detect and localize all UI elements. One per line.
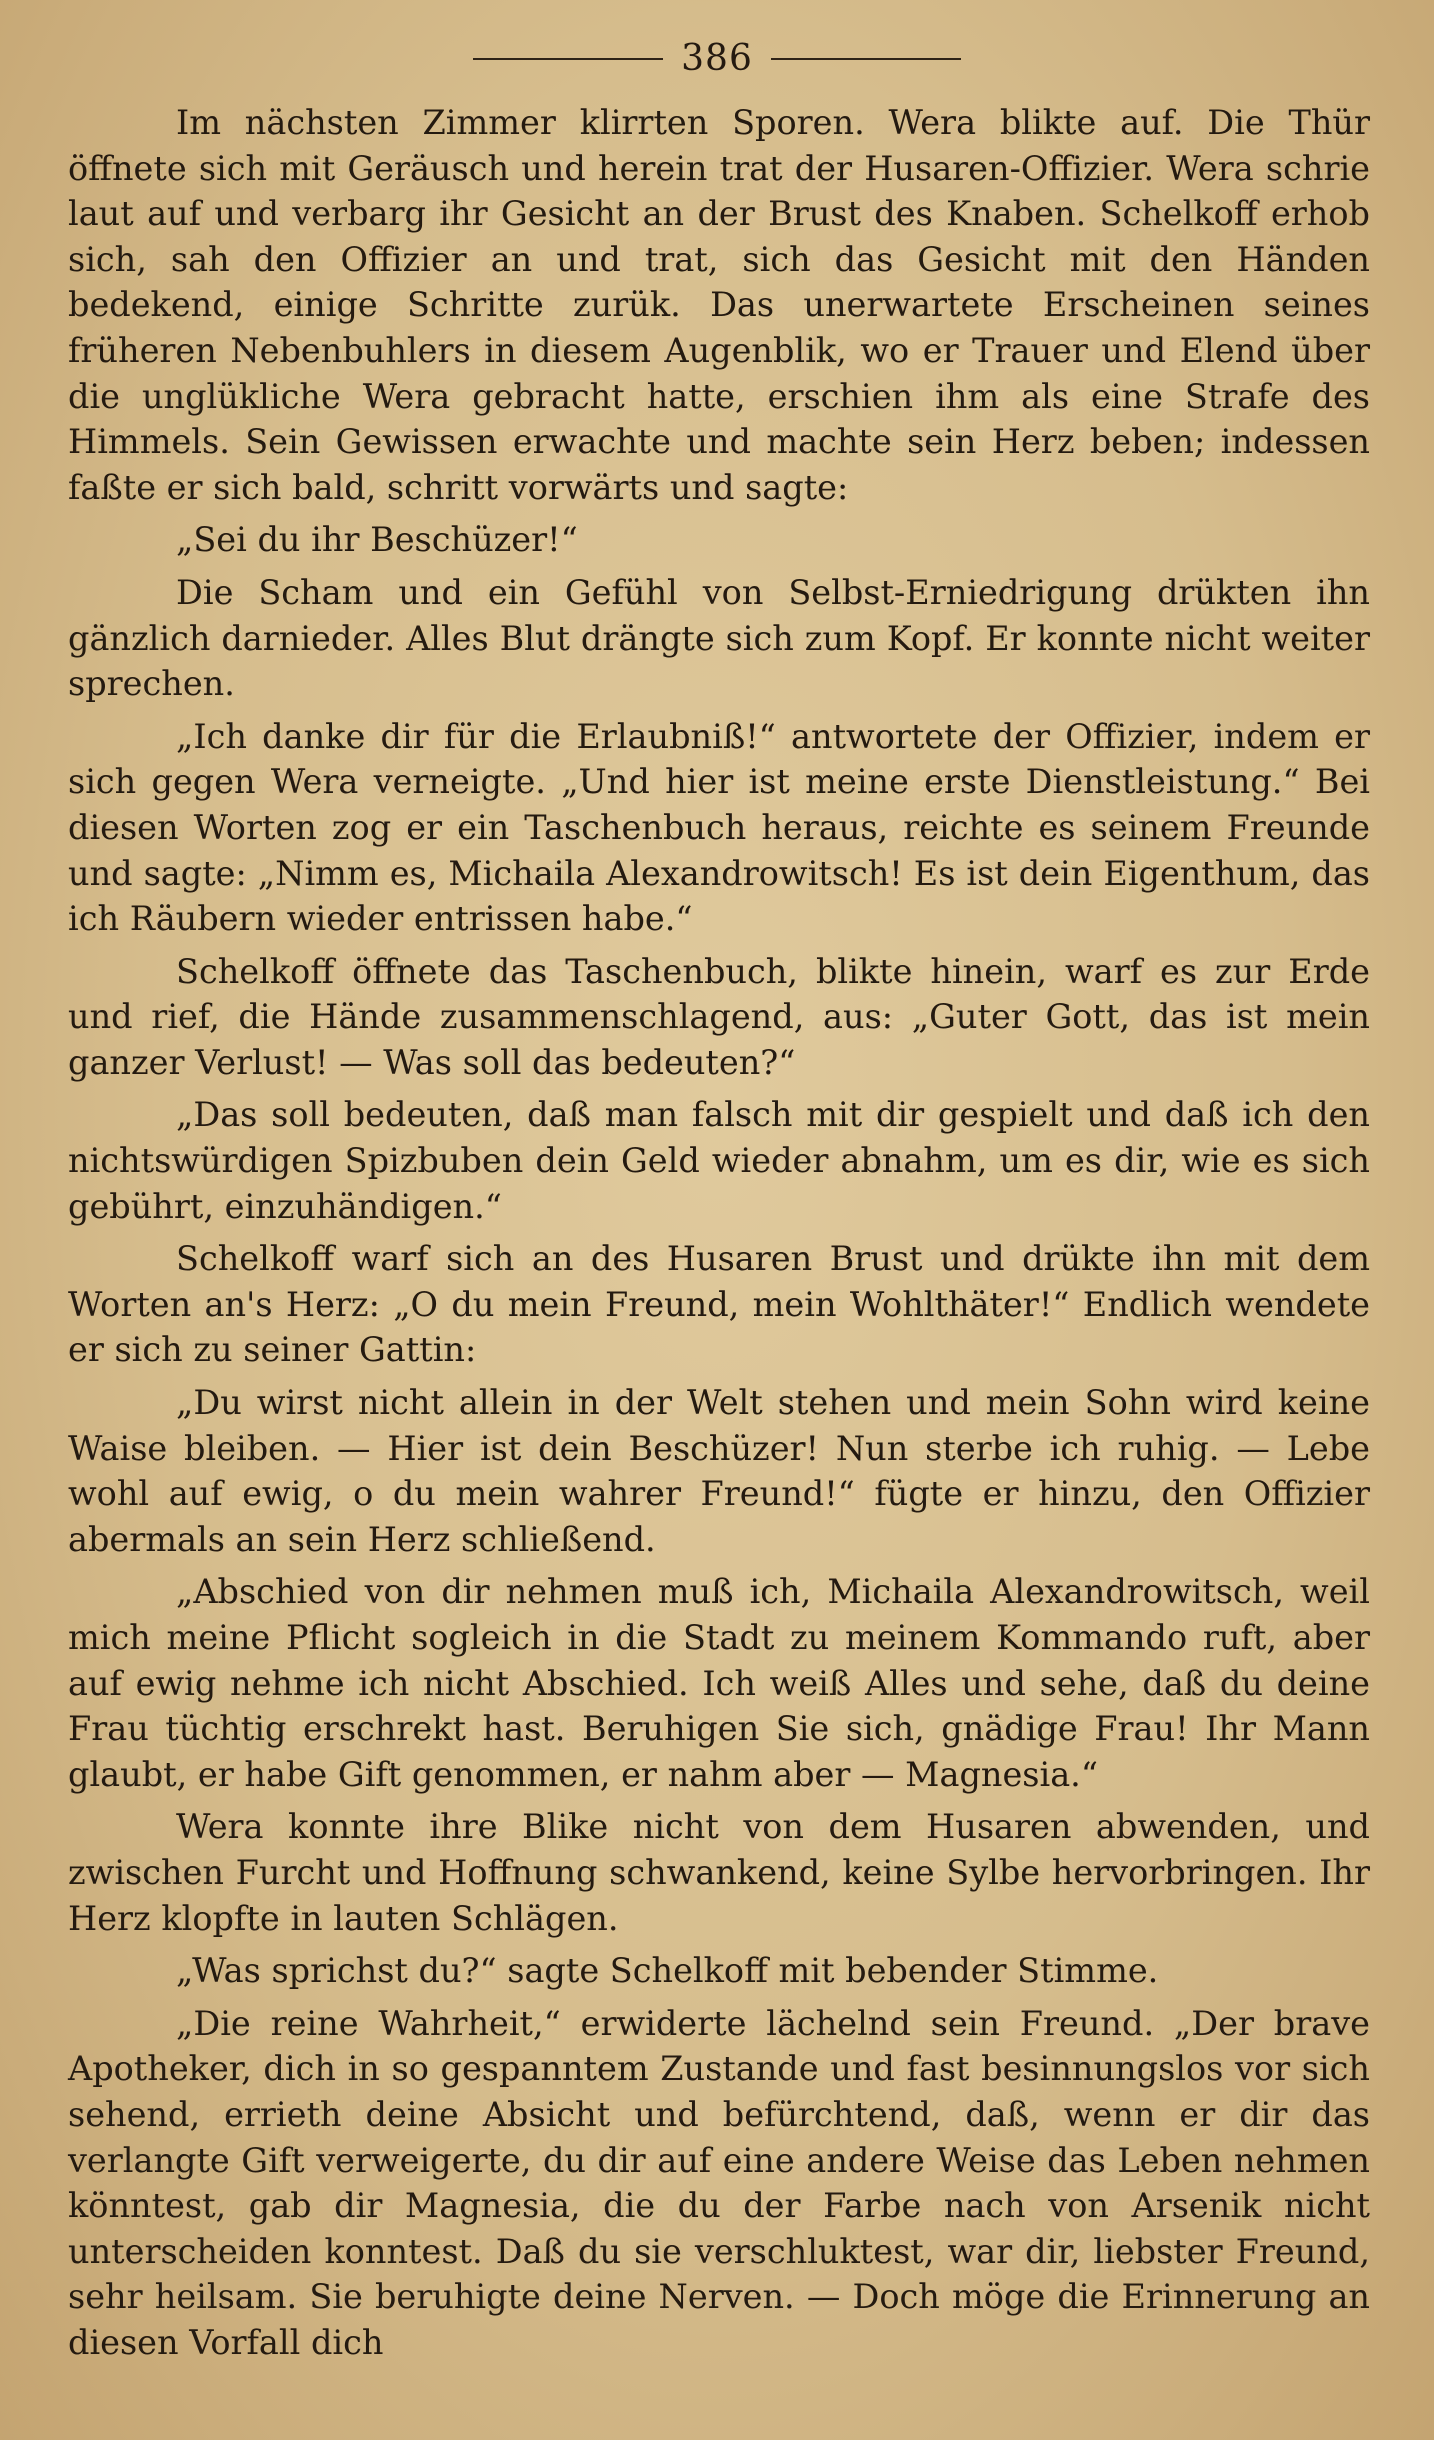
body-text bbox=[68, 100, 1370, 2373]
paragraph: Im nächsten Zimmer klirrten Sporen. Wera blikte auf. Die Thür öffnete sich mit Geräusch und herein trat der Husaren-Offizier. Wera schrie laut auf und verbarg ihr Gesicht an der Brust des Knaben. Schelkoff erhob sich, sah den Offizier an und trat, sich das Gesicht mit den Händen bedekend, einige Schritte zurük. Das unerwartete Erscheinen seines früheren Nebenbuhlers in diesem Augenblik, wo er Trauer und Elend über die unglükliche Wera gebracht hatte, erschien ihm als eine Strafe des Himmels. Sein Gewissen erwachte und machte sein Herz beben; indessen faßte er sich bald, schritt vorwärts und sagte: bbox=[68, 103, 1370, 507]
paragraph: Die Scham und ein Gefühl von Selbst-Erniedrigung drükten ihn gänzlich darnieder. Alles Blut drängte sich zum Kopf. Er konnte nicht weiter sprechen. bbox=[68, 572, 1370, 704]
paragraph: Schelkoff öffnete das Taschenbuch, blikte hinein, warf es zur Erde und rief, die Hände zusammenschlagend, aus: „Guter Gott, das ist mein ganzer Verlust! — Was soll das bedeuten?“ bbox=[68, 951, 1370, 1082]
paragraph: „Sei du ihr Beschüzer!“ bbox=[176, 520, 578, 560]
paragraph: „Abschied von dir nehmen muß ich, Michaila Alexandrowitsch, weil mich meine Pflicht sogleich in die Stadt zu meinem Kommando ruft, aber auf ewig nehme ich nicht Abschied. Ich weiß Alles und sehe, daß du deine Frau tüchtig erschrekt hast. Beruhigen Sie sich, gnädige Frau! Ihr Mann glaubt, er habe Gift genommen, er nahm aber — Magnesia.“ bbox=[68, 1572, 1370, 1794]
paragraph: „Ich danke dir für die Erlaubniß!“ antwortete der Offizier, indem er sich gegen Wera verneigte. „Und hier ist meine erste Dienstleistung.“ Bei diesen Worten zog er ein Taschenbuch heraus, reichte es seinem Freunde und sagte: „Nimm es, Michaila Alexandrowitsch! Es ist dein Eigenthum, das ich Räubern wieder entrissen habe.“ bbox=[68, 716, 1370, 939]
paragraph: „Was sprichst du?“ sagte Schelkoff mit bebender Stimme. bbox=[176, 1951, 1159, 1991]
header-rule-left bbox=[473, 58, 663, 60]
page-header bbox=[0, 38, 1434, 79]
paragraph: „Das soll bedeuten, daß man falsch mit dir gespielt und daß ich den nichtswürdigen Spizbuben dein Geld wieder abnahm, um es dir, wie es sich gebührt, einzuhändigen.“ bbox=[68, 1095, 1370, 1226]
paragraph: Schelkoff warf sich an des Husaren Brust und drükte ihn mit dem Worten an's Herz: „O du mein Freund, mein Wohlthäter!“ Endlich wendete er sich zu seiner Gattin: bbox=[68, 1239, 1370, 1370]
page-number: 386 bbox=[681, 38, 753, 79]
header-rule-right bbox=[771, 58, 961, 60]
paragraph: Wera konnte ihre Blike nicht von dem Husaren abwenden, und zwischen Furcht und Hoffnung schwankend, keine Sylbe hervorbringen. Ihr Herz klopfte in lauten Schlägen. bbox=[68, 1807, 1370, 1938]
paragraph: „Die reine Wahrheit,“ erwiderte lächelnd sein Freund. „Der brave Apotheker, dich in so gespanntem Zustande und fast besinnungslos vor sich sehend, errieth deine Absicht und befürchtend, daß, wenn er dir das verlangte Gift verweigerte, du dir auf eine andere Weise das Leben nehmen könntest, gab dir Magnesia, die du der Farbe nach von Arsenik nicht unterscheiden konntest. Daß du sie verschluktest, war dir, liebster Freund, sehr heilsam. Sie beruhigte deine Nerven. — Doch möge die Erinnerung an diesen Vorfall dich bbox=[68, 2003, 1370, 2362]
paragraph: „Du wirst nicht allein in der Welt stehen und mein Sohn wird keine Waise bleiben. — Hier ist dein Beschüzer! Nun sterbe ich ruhig. — Lebe wohl auf ewig, o du mein wahrer Freund!“ fügte er hinzu, den Offizier abermals an sein Herz schließend. bbox=[68, 1383, 1370, 1559]
